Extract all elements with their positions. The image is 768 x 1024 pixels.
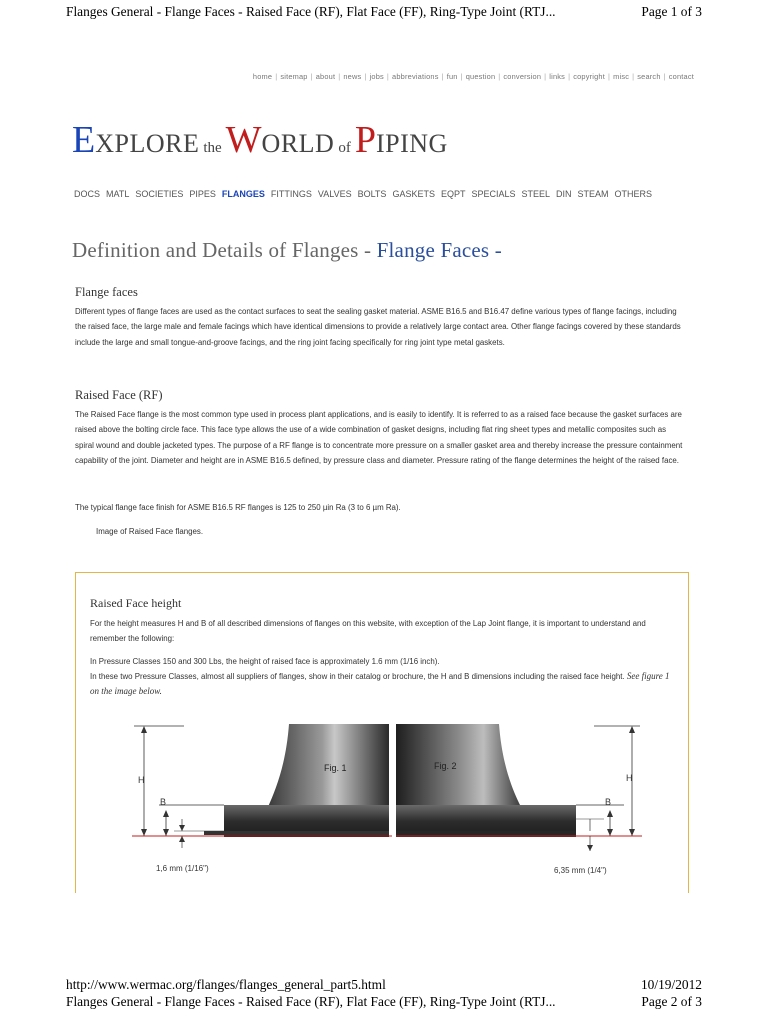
- print-header: [66, 4, 702, 20]
- top-nav-link-conversion[interactable]: conversion: [503, 72, 542, 81]
- top-nav-link-misc[interactable]: misc: [613, 72, 630, 81]
- top-nav-separator: |: [632, 72, 635, 81]
- print-header-page: Page 1 of 3: [641, 4, 702, 19]
- category-nav-din[interactable]: DIN: [556, 189, 572, 199]
- top-nav-link-home[interactable]: home: [252, 72, 273, 81]
- top-nav-separator: |: [663, 72, 666, 81]
- top-nav: [120, 72, 694, 81]
- category-nav-valves[interactable]: VALVES: [317, 189, 352, 199]
- fig2-flange-drawing: [396, 724, 576, 837]
- print-footer-title: Flanges General - Flange Faces - Raised Face (RF), Flat Face (FF), Ring-Type Joint (RTJ...: [66, 994, 556, 1009]
- top-nav-link-sitemap[interactable]: sitemap: [280, 72, 308, 81]
- fig2-label: Fig. 2: [434, 761, 457, 771]
- top-nav-link-links[interactable]: links: [549, 72, 566, 81]
- category-nav-fittings[interactable]: FITTINGS: [270, 189, 312, 199]
- flange-faces-text: Different types of flange faces are used as the contact surfaces to seat the sealing gasket material. ASME B16.5 and B16.47 define various types of flange facings, including the raised face, the large male and female facings which have identical dimensions to provide a relatively large contact area. Other flange facings covered by these standards include the large and small tongue-and-groove facings, and the ring joint facing specifically for ring joint type metal gaskets.: [75, 307, 681, 347]
- raised-face-height-text-3-italic: See figure 1 on the image below.: [90, 671, 670, 697]
- top-nav-link-fun[interactable]: fun: [446, 72, 458, 81]
- top-nav-separator: |: [568, 72, 571, 81]
- raised-face-height-text-2: In Pressure Classes 150 and 300 Lbs, the height of raised face is approximately 1.6 mm (1/16 inch).: [90, 657, 440, 666]
- logo-letter-p: P: [354, 119, 376, 161]
- logo-word-explore: XPLORE: [95, 129, 200, 158]
- category-nav-societies[interactable]: SOCIETIES: [135, 189, 184, 199]
- top-nav-link-news[interactable]: news: [343, 72, 362, 81]
- category-nav-matl[interactable]: MATL: [106, 189, 130, 199]
- raised-face-text: The Raised Face flange is the most common type used in process plant applications, and is easily to identify. It is referred to as a raised face because the gasket surfaces are raised above the bolting circle face. This face type allows the use of a wide combination of gasket designs, including flat ring sheet types and metallic composites such as spiral wound and double jacketed types. The purpose of a RF flange is to concentrate more pressure on a smaller gasket area and thereby increase the pressure containment capability of the joint. Diameter and height are in ASME B16.5 defined, by pressure class and diameter. Pressure rating of the flange determines the height of the raised face.: [75, 410, 683, 465]
- category-nav-docs[interactable]: DOCS: [74, 189, 101, 199]
- page-title-suffix: -: [489, 238, 502, 262]
- fig1-b-label: B: [160, 797, 167, 807]
- print-footer: [66, 977, 702, 1011]
- print-footer-page: Page 2 of 3: [641, 994, 702, 1009]
- category-nav-specials[interactable]: SPECIALS: [471, 189, 516, 199]
- fig2-b-label: B: [605, 797, 612, 807]
- raised-face-height-text-3-main: In these two Pressure Classes, almost all suppliers of flanges, show in their catalog or brochure, the H and B dimensions including the raised face height.: [90, 672, 625, 681]
- fig1-h-label: H: [138, 775, 145, 785]
- raised-face-height-text-1: For the height measures H and B of all described dimensions of flanges on this website, with exception of the Lap Joint flange, it is important to understand and remember the following:: [90, 619, 646, 644]
- logo-letter-e: E: [72, 119, 96, 161]
- category-nav-others[interactable]: OTHERS: [614, 189, 653, 199]
- fig1-label: Fig. 1: [324, 763, 347, 773]
- top-nav-link-search[interactable]: search: [637, 72, 661, 81]
- image-caption: Image of Raised Face flanges.: [96, 527, 204, 536]
- top-nav-separator: |: [498, 72, 501, 81]
- top-nav-separator: |: [460, 72, 463, 81]
- print-header-title: Flanges General - Flange Faces - Raised Face (RF), Flat Face (FF), Ring-Type Joint (RTJ...: [66, 4, 556, 19]
- top-nav-separator: |: [386, 72, 390, 81]
- logo-word-piping: IPING: [375, 129, 448, 158]
- section-heading-raised-face: Raised Face (RF): [75, 388, 163, 402]
- raised-face-figure: [124, 719, 644, 879]
- category-nav-flanges[interactable]: FLANGES: [221, 189, 265, 199]
- page-title-prefix: Definition and Details of Flanges -: [72, 238, 377, 262]
- logo-word-the: the: [203, 140, 222, 156]
- fig2-h-label: H: [626, 773, 633, 783]
- fig2-dimension: 6,35 mm (1/4"): [554, 866, 607, 875]
- site-logo[interactable]: [72, 118, 448, 162]
- top-nav-separator: |: [275, 72, 278, 81]
- top-nav-link-question[interactable]: question: [465, 72, 496, 81]
- raised-face-height-heading: Raised Face height: [90, 596, 182, 610]
- top-nav-separator: |: [441, 72, 444, 81]
- top-nav-separator: |: [338, 72, 341, 81]
- category-nav-bolts[interactable]: BOLTS: [357, 189, 387, 199]
- top-nav-separator: |: [310, 72, 313, 81]
- section-heading-flange-faces: Flange faces: [75, 285, 138, 299]
- page-title: [72, 238, 502, 263]
- fig1-flange-drawing: [204, 724, 389, 837]
- top-nav-link-about[interactable]: about: [315, 72, 336, 81]
- top-nav-separator: |: [608, 72, 611, 81]
- top-nav-link-contact[interactable]: contact: [668, 72, 694, 81]
- category-nav-gaskets[interactable]: GASKETS: [392, 189, 435, 199]
- top-nav-link-copyright[interactable]: copyright: [573, 72, 605, 81]
- logo-letter-w: W: [225, 119, 262, 161]
- page-title-highlight: Flange Faces: [376, 238, 490, 262]
- top-nav-separator: |: [544, 72, 547, 81]
- raised-face-finish-text: The typical flange face finish for ASME B16.5 RF flanges is 125 to 250 µin Ra (3 to 6 µm Ra).: [75, 503, 401, 512]
- logo-word-of: of: [338, 140, 351, 156]
- top-nav-link-jobs[interactable]: jobs: [369, 72, 384, 81]
- print-footer-date: 10/19/2012: [640, 977, 702, 992]
- category-nav-steam[interactable]: STEAM: [577, 189, 609, 199]
- category-nav-eqpt[interactable]: EQPT: [440, 189, 466, 199]
- raised-face-height-text-3: [90, 669, 675, 699]
- fig1-dimension: 1,6 mm (1/16"): [156, 864, 209, 873]
- print-footer-url: http://www.wermac.org/flanges/flanges_general_part5.html: [66, 977, 386, 992]
- category-nav-steel[interactable]: STEEL: [521, 189, 551, 199]
- category-nav-pipes[interactable]: PIPES: [189, 189, 216, 199]
- logo-word-world: ORLD: [261, 129, 335, 158]
- top-nav-separator: |: [364, 72, 367, 81]
- top-nav-link-abbreviations[interactable]: abbreviations: [392, 72, 439, 81]
- category-nav: [74, 189, 658, 199]
